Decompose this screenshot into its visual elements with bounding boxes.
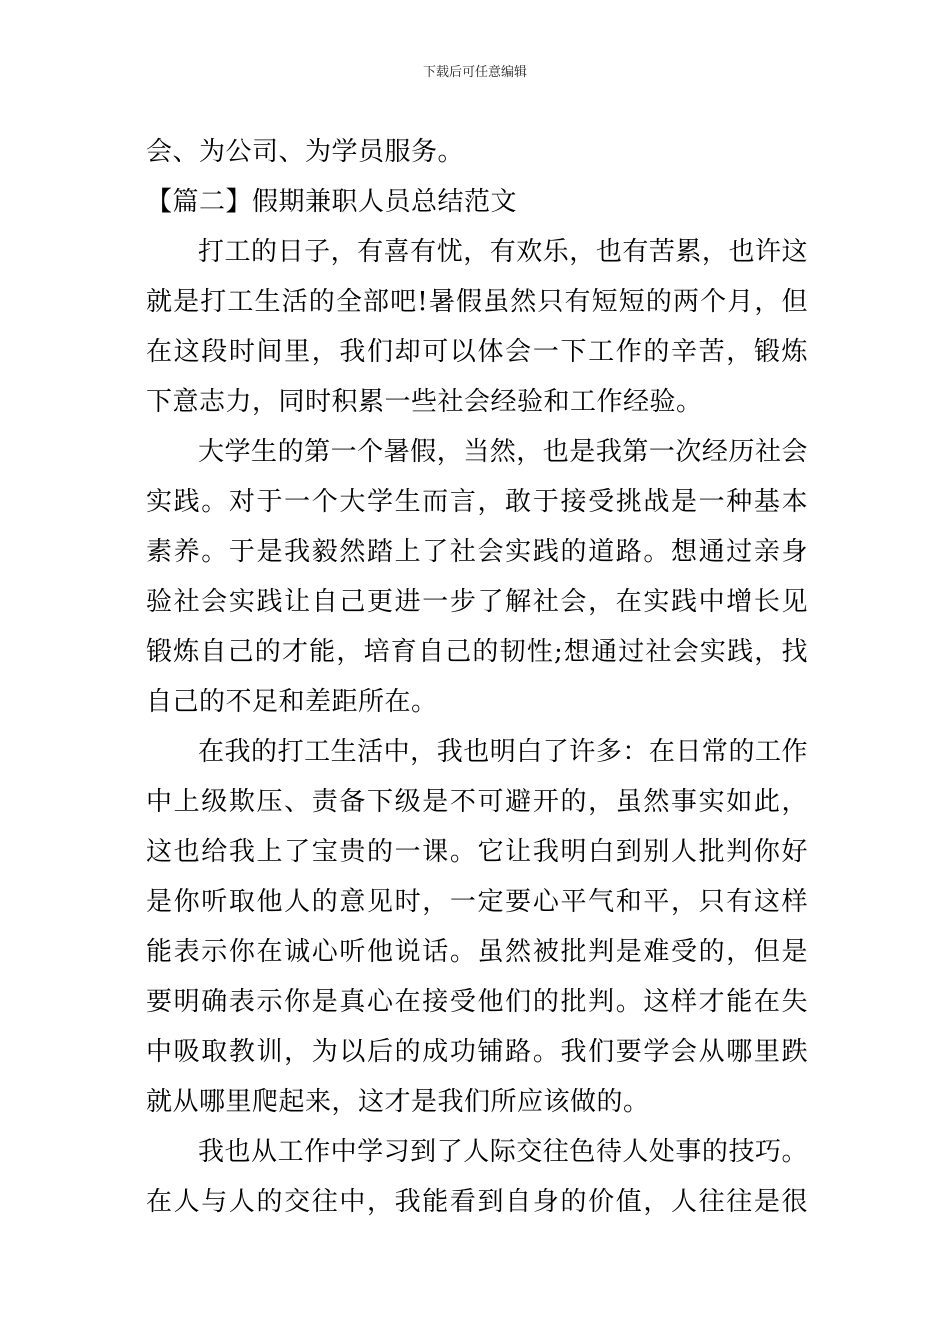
text-line: 在人与人的交往中，我能看到自身的价值，人往往是很 <box>146 1187 808 1217</box>
text-line: 要明确表示你是真心在接受他们的批判。这样才能在失 <box>146 987 808 1017</box>
text-line: 验社会实践让自己更进一步了解社会，在实践中增长见 <box>146 587 808 617</box>
text-line: 打工的日子，有喜有忧，有欢乐，也有苦累，也许这 <box>198 237 808 267</box>
text-line: 就是打工生活的全部吧!暑假虽然只有短短的两个月，但 <box>146 287 808 317</box>
document-body <box>146 127 808 1227</box>
text-line: 在这段时间里，我们却可以体会一下工作的辛苦，锻炼 <box>146 337 808 367</box>
text-line: 大学生的第一个暑假，当然，也是我第一次经历社会 <box>198 437 808 467</box>
text-line: 下意志力，同时积累一些社会经验和工作经验。 <box>146 387 703 417</box>
text-line: 素养。于是我毅然踏上了社会实践的道路。想通过亲身 <box>146 537 808 567</box>
text-line: 是你听取他人的意见时，一定要心平气和平，只有这样 <box>146 887 808 917</box>
text-line: 这也给我上了宝贵的一课。它让我明白到别人批判你好 <box>146 837 808 867</box>
text-line: 就从哪里爬起来，这才是我们所应该做的。 <box>146 1087 650 1117</box>
text-line: 在我的打工生活中，我也明白了许多：在日常的工作 <box>198 737 808 767</box>
page-header: 下载后可任意编辑 <box>422 65 527 80</box>
text-line: 锻炼自己的才能，培育自己的韧性;想通过社会实践，找 <box>146 637 808 667</box>
text-line: 会、为公司、为学员服务。 <box>146 137 465 167</box>
text-line: 【篇二】假期兼职人员总结范文 <box>146 187 518 217</box>
text-line: 中上级欺压、责备下级是不可避开的，虽然事实如此， <box>146 787 808 817</box>
text-line: 能表示你在诚心听他说话。虽然被批判是难受的，但是 <box>146 937 808 967</box>
text-line: 实践。对于一个大学生而言，敢于接受挑战是一种基本 <box>146 487 808 517</box>
text-line: 中吸取教训，为以后的成功铺路。我们要学会从哪里跌 <box>146 1037 808 1067</box>
text-line: 自己的不足和差距所在。 <box>146 687 438 717</box>
text-line: 我也从工作中学习到了人际交往色待人处事的技巧。 <box>198 1137 808 1167</box>
